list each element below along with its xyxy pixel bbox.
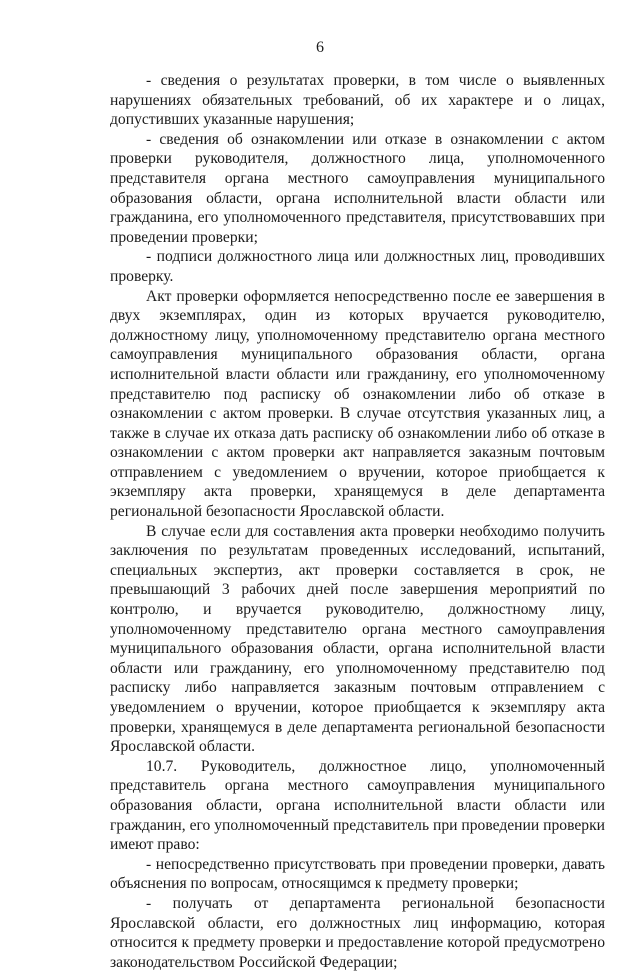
page-number: 6 xyxy=(316,39,324,56)
paragraph-section-10-7: 10.7. Руководитель, должностное лицо, уполномоченный представитель органа местного самоуправления муниципального образования области, органа исполнительной власти области или гражданин, его уполномоченный представитель при проведении проверки имеют право: xyxy=(110,757,605,854)
paragraph-acquaintance-info: - сведения об ознакомлении или отказе в ознакомлении с актом проверки руководителя, должностного лица, уполномоченного представителя органа местного самоуправления муниципального образования области, органа исполнительной власти области или гражданина, его уполномоченного представителя, присутствовавших при проведении проверки; xyxy=(110,130,605,246)
paragraph-inspection-results: - сведения о результатах проверки, в том числе о выявленных нарушениях обязательных требований, об их характере и о лицах, допустивших указанные нарушения; xyxy=(110,72,605,129)
paragraph-right-to-information: - получать от департамента региональной безопасности Ярославской области, его должностных лиц информацию, которая относится к предмету проверки и предоставление которой предусмотрено законодательством Российской Федерации; xyxy=(110,894,605,971)
document-body xyxy=(110,71,605,972)
paragraph-right-to-attend: - непосредственно присутствовать при проведении проверки, давать объяснения по вопросам, относящимся к предмету проверки; xyxy=(110,855,605,893)
paragraph-expert-conclusions: В случае если для составления акта проверки необходимо получить заключения по результатам проведенных исследований, испытаний, специальных экспертиз, акт проверки составляется в срок, не превышающий 3 рабочих дней после завершения мероприятий по контролю, и вручается руководителю, должностному лицу, уполномоченному представителю органа местного самоуправления муниципального образования области, органа исполнительной власти области или гражданину, его уполномоченному представителю под расписку либо направляется заказным почтовым отправлением с уведомлением о вручении, которое приобщается к экземпляру акта проверки, хранящемуся в деле департамента региональной безопасности Ярославской области. xyxy=(110,522,605,756)
paragraph-signatures: - подписи должностного лица или должностных лиц, проводивших проверку. xyxy=(110,248,605,285)
paragraph-act-execution: Акт проверки оформляется непосредственно после ее завершения в двух экземплярах, один из которых вручается руководителю, должностному лицу, уполномоченному представителю органа местного самоуправления муниципального образования области, органа исполнительной власти области или гражданину, его уполномоченному представителю под расписку об ознакомлении либо об отказе в ознакомлении с актом проверки. В случае отсутствия указанных лиц, а также в случае их отказа дать расписку об ознакомлении либо об отказе в ознакомлении с актом проверки акт направляется заказным почтовым отправлением с уведомлением о вручении, которое приобщается к экземпляру акта проверки, хранящемуся в деле департамента региональной безопасности Ярославской области. xyxy=(110,287,605,521)
